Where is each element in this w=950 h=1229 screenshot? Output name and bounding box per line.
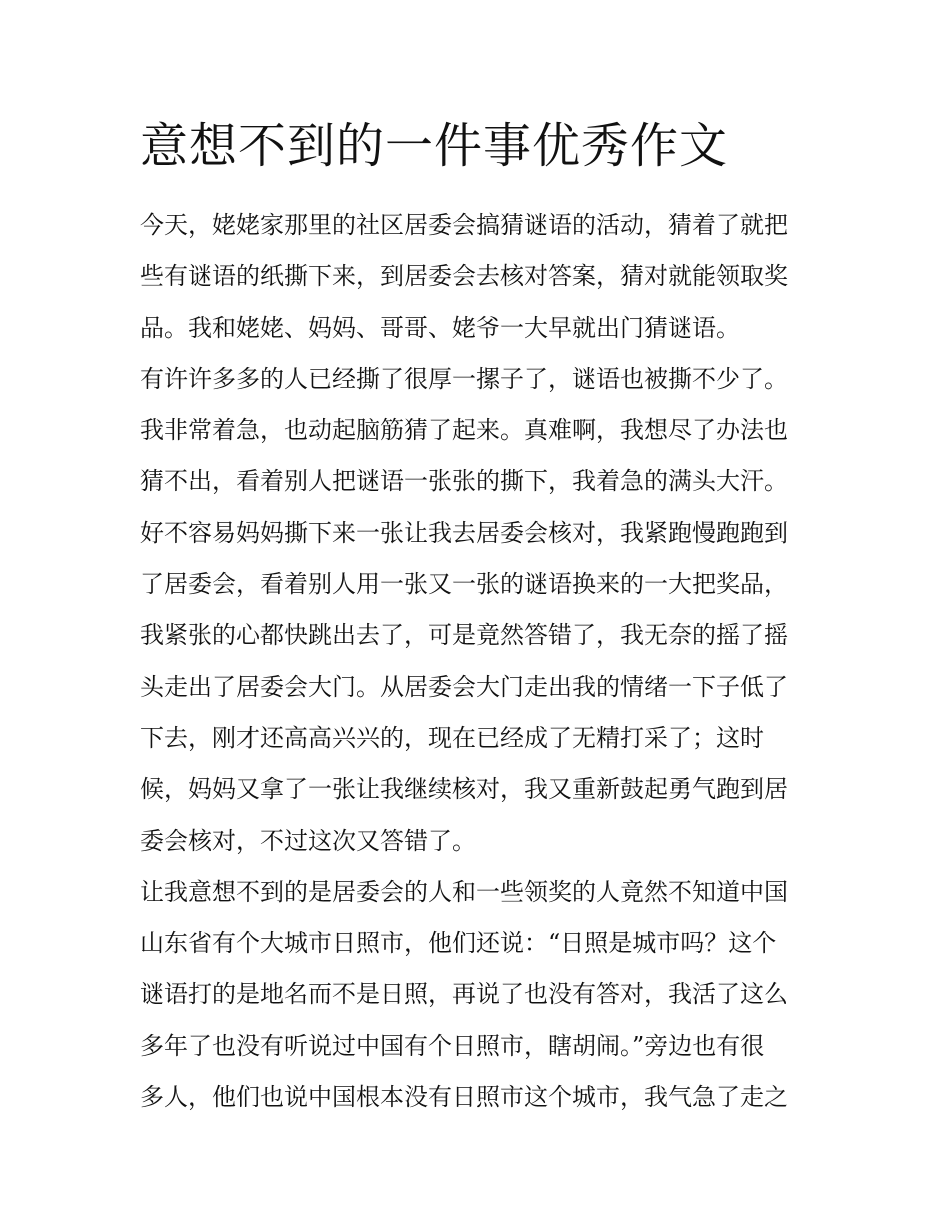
text-line: 好不容易妈妈撕下来一张让我去居委会核对，我紧跑慢跑跑到 — [140, 518, 788, 547]
text-line: 谜语打的是地名而不是日照，再说了也没有答对，我活了这么 — [140, 980, 788, 1009]
essay-body — [140, 200, 812, 1123]
text-line: 头走出了居委会大门。从居委会大门走出我的情绪一下子低了 — [140, 672, 788, 701]
text-line: 委会核对，不过这次又答错了。 — [140, 826, 476, 855]
text-line: 些有谜语的纸撕下来，到居委会去核对答案，猜对就能领取奖 — [140, 262, 788, 291]
text-line: 今天，姥姥家那里的社区居委会搞猜谜语的活动，猜着了就把 — [140, 211, 788, 239]
text-line: 多年了也没有听说过中国有个日照市，瞎胡闹。”旁边也有很 — [140, 1031, 765, 1060]
text-line: 品。我和姥姥、妈妈、哥哥、姥爷一大早就出门猜谜语。 — [140, 313, 740, 342]
text-line: 我紧张的心都快跳出去了，可是竟然答错了，我无奈的摇了摇 — [140, 621, 788, 650]
text-line: 有许许多多的人已经撕了很厚一摞子了，谜语也被撕不少了。 — [140, 364, 788, 393]
page-title: 意想不到的一件事优秀作文 — [140, 118, 729, 174]
text-line: 猜不出，看着别人把谜语一张张的撕下，我着急的满头大汗。 — [140, 467, 788, 496]
text-line: 山东省有个大城市日照市，他们还说：“日照是城市吗？这个 — [140, 929, 777, 958]
text-line: 让我意想不到的是居委会的人和一些领奖的人竟然不知道中国 — [140, 877, 788, 906]
text-line: 多人，他们也说中国根本没有日照市这个城市，我气急了走之 — [140, 1083, 788, 1112]
text-line: 下去，刚才还高高兴兴的，现在已经成了无精打采了；这时 — [140, 723, 764, 752]
text-line: 了居委会，看着别人用一张又一张的谜语换来的一大把奖品， — [140, 570, 788, 599]
text-line: 我非常着急，也动起脑筋猜了起来。真难啊，我想尽了办法也 — [140, 416, 788, 445]
text-line: 候，妈妈又拿了一张让我继续核对，我又重新鼓起勇气跑到居 — [140, 775, 788, 804]
